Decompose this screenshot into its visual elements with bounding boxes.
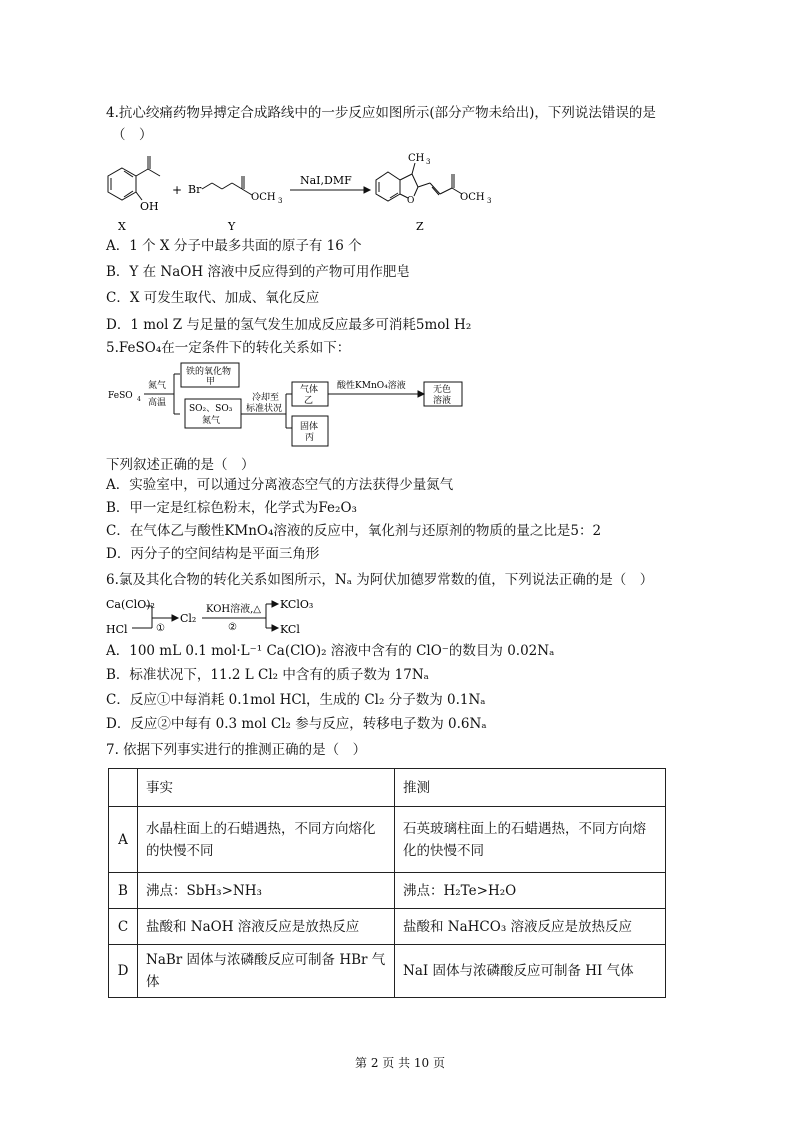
box-iron-oxide: 铁的氧化物 bbox=[186, 367, 232, 377]
page-footer: 第 2 页 共 10 页 bbox=[355, 1056, 445, 1070]
q5-option-a: A．实验室中，可以通过分离液态空气的方法获得少量氮气 bbox=[106, 477, 454, 493]
table-row bbox=[109, 945, 666, 998]
y-br: Br bbox=[188, 183, 202, 196]
q5-option-d: D．丙分子的空间结构是平面三角形 bbox=[106, 546, 320, 562]
standard-condition: 标准状况 bbox=[246, 404, 283, 414]
cond-n2: 氮气 bbox=[148, 381, 167, 391]
cl2: Cl₂ bbox=[180, 612, 197, 625]
q5-option-c: C．在气体乙与酸性KMnO₄溶液的反应中，氧化剂与还原剂的物质的量之比是5：2 bbox=[106, 523, 602, 539]
cool-to: 冷却至 bbox=[252, 393, 280, 403]
q4-option-b: B．Y 在 NaOH 溶液中反应得到的产物可用作肥皂 bbox=[106, 264, 410, 280]
z-ch: CH bbox=[408, 153, 425, 164]
label-y: Y bbox=[228, 220, 236, 233]
reagent-naI-dmf: NaI,DMF bbox=[300, 174, 352, 187]
row-guess: 石英玻璃柱面上的石蜡遇热，不同方向熔化的快慢不同 bbox=[395, 807, 666, 873]
plus-sign: + bbox=[172, 183, 183, 197]
cond-heat: 高温 bbox=[148, 398, 167, 408]
kmno4-reagent: 酸性KMnO₄溶液 bbox=[337, 381, 406, 391]
row-guess: 盐酸和 NaHCO₃ 溶液反应是放热反应 bbox=[395, 909, 666, 945]
q4-stem: 4.抗心绞痛药物异搏定合成路线中的一步反应如图所示(部分产物未给出)，下列说法错误的是 bbox=[106, 105, 656, 121]
hcl: HCl bbox=[106, 623, 128, 636]
koh-condition: KOH溶液,△ bbox=[206, 604, 261, 615]
q5-stem: 5.FeSO₄在一定条件下的转化关系如下： bbox=[106, 340, 351, 356]
row-fact: NaBr 固体与浓磷酸反应可制备 HBr 气体 bbox=[138, 945, 395, 998]
q6-stem: 6.氯及其化合物的转化关系如图所示，Nₐ 为阿伏加德罗常数的值，下列说法正确的是（ ） bbox=[106, 572, 654, 588]
q5-flow-diagram bbox=[108, 358, 488, 450]
z-ch-sub3: 3 bbox=[426, 158, 431, 166]
header-fact: 事实 bbox=[138, 769, 395, 807]
z-ring-o: O bbox=[407, 196, 415, 206]
box-jia: 甲 bbox=[206, 377, 216, 387]
q7-stem: 7. 依据下列事实进行的推测正确的是（ ） bbox=[106, 742, 367, 758]
header-key bbox=[109, 769, 138, 807]
q7-table bbox=[108, 768, 666, 998]
kcl: KCl bbox=[280, 623, 300, 636]
x-oh: OH bbox=[140, 200, 159, 213]
step-2: ② bbox=[228, 622, 237, 633]
label-z: Z bbox=[416, 220, 424, 233]
feso4-sub: 4 bbox=[137, 396, 141, 403]
row-key: A bbox=[109, 807, 138, 873]
row-guess: NaI 固体与浓磷酸反应可制备 HI 气体 bbox=[395, 945, 666, 998]
box-n2: 氮气 bbox=[202, 416, 221, 426]
z-och-sub3: 3 bbox=[487, 197, 492, 205]
y-och: OCH bbox=[251, 192, 276, 203]
row-fact: 盐酸和 NaOH 溶液反应是放热反应 bbox=[138, 909, 395, 945]
gas-yi: 乙 bbox=[304, 396, 314, 406]
table-row bbox=[109, 873, 666, 909]
solid-label: 固体 bbox=[300, 422, 319, 432]
q4-option-d: D．1 mol Z 与足量的氢气发生加成反应最多可消耗5mol H₂ bbox=[106, 317, 472, 333]
y-sub3: 3 bbox=[278, 197, 283, 205]
step-1: ① bbox=[156, 623, 165, 634]
q5-option-b: B．甲一定是红棕色粉末，化学式为Fe₂O₃ bbox=[106, 500, 357, 516]
row-key: D bbox=[109, 945, 138, 998]
feso4: FeSO bbox=[108, 391, 133, 401]
z-och: OCH bbox=[460, 192, 485, 203]
row-key: B bbox=[109, 873, 138, 909]
solution: 溶液 bbox=[433, 396, 452, 406]
q5-lead: 下列叙述正确的是（ ） bbox=[106, 457, 255, 473]
solid-bing: 丙 bbox=[305, 433, 315, 443]
ca-clo2: Ca(ClO)₂ bbox=[106, 598, 155, 611]
header-guess: 推测 bbox=[395, 769, 666, 807]
row-key: C bbox=[109, 909, 138, 945]
q6-scheme bbox=[106, 592, 346, 638]
kclo3: KClO₃ bbox=[280, 598, 314, 611]
table-header-row bbox=[109, 769, 666, 807]
q4-option-a: A．1 个 X 分子中最多共面的原子有 16 个 bbox=[106, 238, 362, 254]
q4-answer-blank: （ ） bbox=[112, 127, 153, 143]
q6-option-c: C．反应①中每消耗 0.1mol HCl，生成的 Cl₂ 分子数为 0.1Nₐ bbox=[106, 692, 486, 708]
q6-option-d: D．反应②中每有 0.3 mol Cl₂ 参与反应，转移电子数为 0.6Nₐ bbox=[106, 716, 487, 732]
table-row bbox=[109, 807, 666, 873]
q6-option-a: A．100 mL 0.1 mol·L⁻¹ Ca(ClO)₂ 溶液中含有的 ClO⁻的数目为 0.02Nₐ bbox=[106, 643, 555, 659]
row-guess: 沸点：H₂Te>H₂O bbox=[395, 873, 666, 909]
table-row bbox=[109, 909, 666, 945]
q4-option-c: C．X 可发生取代、加成、氧化反应 bbox=[106, 290, 320, 306]
label-x: X bbox=[118, 220, 126, 233]
q4-reaction-scheme bbox=[100, 150, 540, 236]
q6-option-b: B．标准状况下，11.2 L Cl₂ 中含有的质子数为 17Nₐ bbox=[106, 667, 429, 683]
box-so2-so3: SO₂、SO₃ bbox=[189, 404, 233, 414]
colorless: 无色 bbox=[433, 385, 452, 395]
row-fact: 水晶柱面上的石蜡遇热，不同方向熔化的快慢不同 bbox=[138, 807, 395, 873]
gas-label: 气体 bbox=[300, 385, 319, 395]
row-fact: 沸点：SbH₃>NH₃ bbox=[138, 873, 395, 909]
